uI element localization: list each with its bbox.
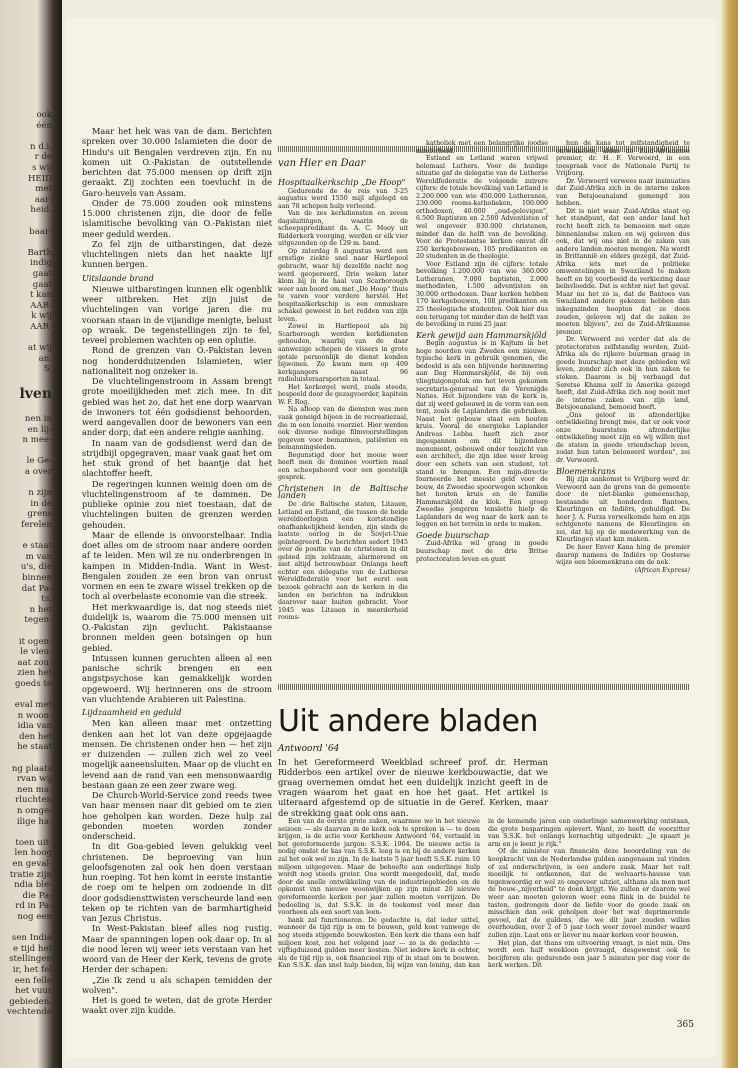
left-fragment: le vleu- (20, 647, 52, 658)
paragraph: Het plan, dat thans om uitvoering vraagt, is niet min. Ons wordt een half weekloon gevraagd, desgewenst ook te becijferen als: gedurende een jaar 5 minuten per dag voor de kerk werken. Dit (488, 939, 690, 970)
left-fragment: it ogen- (18, 636, 52, 647)
left-fragment: gebieden. (9, 996, 52, 1007)
paragraph: Begunstigd door het mooie weer heeft men de dominee voortien maal een scheepsboord voor een geestelijk gesprek. (278, 451, 408, 482)
paragraph: In naam van de godsdienst werd dan de strijdbijl opgegraven, maar vaak gaat het om het stuk grond of het baantje dat het slachtoffer heeft. (82, 437, 272, 479)
paragraph: „Ons geloof in afzonderlijke ontwikkeling brengt mee, dat er ook voor onze buurstaten afzonderlijke ontwikkeling moet zijn en wij willen met de staten in goede vriendschap leven, zodat hun taten beloneerd worden", zei dr. Verwoerd. (556, 411, 690, 464)
paragraph: Dr. Verwoerd verwees naar insinuaties dat Zuid-Afrika zich in de interne zaken van Betsjoeanaland gemengd zou hebben. (556, 177, 690, 208)
paragraph: De vluchtelingenstroom in Assam brengt grote moeilijkheden met zich mee. In dit gebied was het zo, dat het ene dorp waarvan de inwoners tot één godsdienst behoorden, werd aangevallen door de bewoners van een ander dorp, dat een andere religie aanhing. (82, 376, 272, 438)
left-fragment (0, 827, 52, 838)
paragraph: De drie Baltische staten, Litauen, Letland en Estland, die tussen de beide wereldoorlogen een kortstondige onafhankelijkheid kenden, zijn sinds de laatste oorlog in de Sovjet-Unie geïntegreerd. De berichten sedert 1945 over de positie van de christenen in dit gebied zijn zeldzaam, alarmerend en niet altijd betrouwbaar. Onlangs heeft echter een delegatie van de Lutherse Wereldfederatie voor het eerst een bezoek gebracht aan de kerken in die landen en berichten na indrukken daarover naar buiten gebracht. Voor 1945 was Litauen in meerderheid rooms- (278, 500, 408, 622)
left-fragment: gaat (32, 279, 52, 290)
left-fragment (0, 753, 52, 764)
left-fragment: at wij (27, 343, 52, 354)
left-fragment: n d.i. (30, 141, 52, 152)
left-fragment: het vuur (15, 986, 52, 997)
paragraph: Voor Estland zijn de cijfers: totale bevolking 1.200.000 van wie 360.000 Lutheranen, 7.000 baptisten, 2.000 methodisten, 1.500 adventisten en 30.000 orthodoxen. Daar kerken hebben 170 kerkgebouwen, 108 predikanten en 25 theologische studenten. Ook hier dus een terugang tot minder dan de helft van de bevolking in ruim 25 jaar. (416, 260, 548, 329)
left-fragment: met (35, 184, 52, 195)
paragraph: Dit is niet waar. Zuid-Afrika staat op het standpunt, dat een ander land het recht heeft zich te bemoeien met onze binnenlandse zaken en wij geloven dus ook, dat wij ons niet in de zaken van andere landen moeten mengen. Na wordt in Brittannië en elders gezegd, dat Zuid-Afrika iets met de politieke omwentelingen in Swaziland te maken heeft en bij voorbeeld de verkiezing daar beïnvloedde. Dat is echter niet het geval. Maar nu het zo is, dat de Bantoes van Swaziland andere gekozen hebben dan inkegazinden hoopten dat ze doen zouden, geloven wij dat de zaken zo moeten blijven", zei de Zuid-Afrikaanse premier. (556, 207, 690, 336)
left-fragment: lven (19, 386, 52, 403)
left-fragment: en lij- (27, 424, 52, 435)
paragraph: Maar het hek was van de dam. Berichten spreken over 30.000 Islamieten die door de Hindu's uit Bengalen verdreven zijn. En nu komen uit O.-Pakistan de outstellende berichten dat 75.000 mensen op drift zijn geraakt. Zij zochten een toevlucht in de Garo-heuvels van Assam. (82, 126, 272, 198)
left-fragment: ir, het fel (12, 964, 52, 975)
left-fragment: AAR- (30, 321, 52, 332)
left-fragment: idia van (17, 721, 52, 732)
source-credit: (African Express) (634, 566, 690, 574)
left-fragment: he staat (17, 742, 52, 753)
left-fragment (0, 626, 52, 637)
left-fragment: aat zou- (17, 657, 52, 668)
left-fragment: rluchten (15, 795, 52, 806)
left-fragment: ferelen (21, 519, 52, 530)
subheading: Christenen in de Baltische landen (278, 482, 408, 501)
lead-text: In het Gereformeerd Weekblad schreef prof. dr. Herman Ridderbos een artikel over de nieuwe kerkbouwactie, dat we graag overnemen omdat het een duidelijk inzicht geeft in de vragen waarom het gaat en hoe het gaat. Het artikel is uiteraard afgestemd op de situatie in de Geref. Kerken, maar de strekking gaat ook ons aan. (278, 757, 548, 818)
left-fragment: k wij (31, 311, 52, 322)
left-fragment: den het (19, 731, 52, 742)
left-fragment: indig (29, 258, 52, 269)
left-fragment: in de (30, 498, 52, 509)
paragraph: Gedurende de 4e reis van 3-25 augustus werd 1550 mijl afgelegd en aan 78 schepen hulp verleend. (278, 187, 408, 210)
left-fragment: sen India (11, 933, 52, 944)
paragraph: Op zaterdag 8 augustus werd een ernstige ziekte snel naar Hartlepool gebracht, waar hij dezelfde nacht nog werd geopereerd. Drie weken later klom hij in de haal van Scarborough weer aan boord om met „De Hoop" thuis te varen voor verdere herstel. Het hospitaalkerkschip is een onmisbare schakel geweest in het redden van zijn leven. (278, 247, 408, 323)
left-fragment: nen in (24, 414, 52, 425)
subheading: Uitslaande brand (82, 272, 154, 283)
paragraph: Zuid-Afrika wil graag in goede buurschap met de drie Britse protectoraten leven en gunt (416, 540, 548, 563)
left-fragment: u's, die (20, 562, 52, 573)
left-fragment: n zijn (28, 488, 52, 499)
news-column-3 (556, 140, 690, 574)
left-fragment: n het (29, 604, 52, 615)
left-fragment: rvan wij (16, 774, 52, 785)
left-fragment (0, 689, 52, 700)
left-fragment (0, 131, 52, 142)
left-fragment: a over (24, 467, 52, 477)
main-article-column (82, 126, 272, 1016)
paragraph: Na afloop van de diensten was men vaak geneigd bijeen in de recreatiezaal, die in een lonoite voorziet. Hier werden ook diverse nodige filmvoorstellingen gegeven voor bemannen, patiënten en bemanningsleden. (278, 406, 408, 452)
subheading: Lijdzaamheid en geduld (82, 707, 182, 717)
paragraph: katholiek met een belangrijke joodse minderheid. (416, 140, 548, 155)
paragraph: Nieuwe uitbarstingen kunnen elk ogenblik weer uitbreken. Het zijn juist de vluchtelingen van vorige jaren die nu vooraan staan in de vijandige menigte, belust op wraak. De tegenstellingen zijn te fel, teveel problemen wachten op een oplutie. (82, 283, 272, 345)
left-fragment: nog een (17, 911, 52, 922)
paragraph: Zowel in Hartlepool als bij Scarborough werden kerkdiensten gehouden, waarbij van de daar aanwezige schepen de vissers in grote getale persoonlijk de dienst konden bijwonen. Zo kwam men op 409 kerkgangers naast 96 radioluisteraarsporten in totaal. (278, 323, 408, 384)
paragraph: In West-Pakistan bleef alles nog rustig. Maar de spanningen lopen ook daar op. In al die nood leren wij weer iets verstaan van het woord van de Heer der Kerk, tevens de grote Herder der schapen: (82, 923, 272, 975)
article-body-wide (278, 818, 690, 970)
left-fragment: t kan (29, 290, 52, 301)
left-fragment: en geval- (12, 858, 52, 869)
left-fragment: binnen (22, 572, 52, 583)
left-fragment: ook (36, 110, 52, 120)
left-fragment: le Ge- (26, 456, 52, 467)
section-title: Uit andere bladen (278, 704, 538, 739)
left-fragment: ng plaats (11, 763, 52, 774)
paragraph: „Zie Ik zend u als schapen temidden der wolven". (82, 974, 272, 995)
left-fragment: eval met (14, 700, 52, 711)
left-fragment: gaat (32, 268, 52, 279)
left-fragment: dat Pa- (21, 583, 52, 594)
paragraph: Een van de eerste grote zaken, waarmee we in het nieuwe seizoen — als daarvan in de kerk ook te spreken is — te doen krijgen, is de actie voor Kerkhouw Antwoord '64, vertaald in het gereformeerde jargon: S.S.K. 1964. De nieuwe actie is nodig omdat de kas van S.S.K. leeg is en bij de andere kerken zal het ook wel zo zijn. In de laatste 5 jaar heeft S.S.K. ruim 10 miljoen uitgegeven. Maar de behoefte aan onderlinge hulp wordt nog steeds groter. Ons wordt meegedeeld, dat, mede door de snelle ontwikkeling van de industriegebieden en de opkomst van nieuwe woonwijken op zijn minst 20 nieuwe gereformeerde kerken per jaar zullen moeten verrijzen. De bedoeling is, dat S.S.K. in de toekomst veel meer dan voorheen als een soort van leen- (278, 818, 480, 917)
left-fragment: grens (27, 509, 52, 520)
left-fragment: ndia ble- (14, 880, 52, 891)
left-fragment (0, 216, 52, 227)
paragraph: In dit Goa-gebied leven gelukkig veel christenen. De beproeving van hun geloofsgenoten zal ook hen doen verstaan hun roeping. Tot hen komt in eerste instantie de roep om te helpen om zodoende in dit door godsdiensttwisten verscheurde land een teken op te richten van de barmhartigheid van Jezus Christus. (82, 841, 272, 923)
left-fragment: nen ma- (16, 784, 52, 795)
paragraph: Bij zijn aankomst te Vrijburg werd dr. Verwoerd aan de grens van de gemeente door de niet-blanke gemeenschap, bestaande uit honderden Bantoes, Kleurlingen en Indiërs, gehuldigd. De heer J. A. Furza verwelkomde hem en zijn echtgenote namens de Kleurlingen en zei, dat hij op de medewerking van de Kleurlingen staat kan maken. (556, 476, 690, 544)
page-number: 365 (676, 1020, 694, 1030)
paragraph: Estland en Letland waren vrijwel helemaal Luthers. Voor de huidige situatie gaf de delegatie van de Lutherse Wereldfederatie de volgende zuivere cijfers: de totale bevolking van Letland is 2.200.000 van wie 450.000 Lutheranen, 230.000 rooms-katholieken, 100.000 orthodoxen, 40.000 „oud-gelovigen", 6.500 Baptisten en 2.500 Adventisten of wel ongeveer 830.000 christenen, minder dan de helft van de bevolking. Voor de Protestantse kerken omvat dit 250 kerkgebouwen, 105 predikanten en 20 studenten in de theologie. (416, 155, 548, 261)
left-fragment (0, 531, 52, 542)
paragraph: Het merkwaardige is, dat nog steeds niet duidelijk is, waarom die 75.000 mensen uit O.-Pakistan zijn gevlucht. Pakistaanse bronnen melden geen botsingen op hun gebied. (82, 601, 272, 653)
left-fragment (0, 403, 52, 414)
left-fragment (0, 478, 52, 489)
left-fragment: m van (25, 551, 52, 562)
left-fragment: baar- (29, 226, 52, 237)
left-fragment: n mee- (22, 435, 52, 446)
left-fragment: e staat (22, 541, 52, 552)
left-fragment: e tijd het (13, 943, 52, 954)
left-fragment: n omge- (16, 806, 52, 816)
left-fragment: s wij (32, 162, 52, 173)
paragraph: Zo fel zijn de uitbarstingen, dat deze vluchtelingen niets dan het naakte lijf kunnen bergen. (82, 238, 272, 270)
section-subtitle: Antwoord '64 (278, 744, 340, 754)
left-fragment: toen uit- (15, 837, 52, 848)
left-fragment: ts. (41, 594, 52, 605)
subheading: Hospitaalkerkschip „De Hoop" (278, 177, 406, 187)
left-fragment: Barth (27, 247, 52, 258)
magazine-page (66, 18, 716, 1058)
left-fragment: S. (43, 364, 52, 375)
left-fragment: vechtende (7, 1007, 52, 1018)
left-fragment: HEID (27, 173, 52, 184)
left-fragment: die Pa- (22, 890, 52, 901)
news-column-2 (416, 140, 548, 563)
paragraph: Intussen kunnen geruchten alleen al een panische schrik brengen en een angstpsychose kan gemakkelijk worden opgewoerd. Wij herinneren ons de stroom van vluchtende Arabieren uit Palestina. (82, 652, 272, 704)
page-edge (720, 0, 738, 1068)
left-fragment: an. (38, 353, 52, 364)
left-fragment: rd in Pa- (15, 901, 52, 912)
paragraph: hun de kans tot zelfstandigheid te ontwikkelen, aldus de Zuid-Afrikaanse premier, dr. H. F. Verwoerd, in een toespraak voor de Nationale Partij te Vrijburg. (556, 140, 690, 178)
lead-paragraph (278, 744, 548, 818)
left-fragment: AAR- (30, 300, 52, 311)
paragraph: Begin augustus is in Kajtum in het hoge noorden van Zweden een nieuwe, typische kerk in gebruik genomen, die bedoeld is als een blijvende herinnering aan Dag Hammarskjöld, de bij een vliegtuigongeluk om het leven gekomen secretaris-generaal van de Verenigde Naties. Het bijzondere van de kerk is, dat zij werd gebouwd in de vorm van een tent, zoals de Laplanders die gebruiken. Naast het gebouw staat een houten kruis. Vooral de energieke Laplander Andreas Lebba heeft zich zeer ingespannen om dit bijzondere monument, gebouwd onder toezicht van een architect, die zijn idee weer kreeg door een schets van een student, tot stand te brengen. Een mijn-directie fourneerde het meeste geld voor de bouw, de Zweedse spoorwegen schonken het houten kruis en de familie Hammarskjöld de klok. Een groep Zweedse jongeren tenslotte hielp de Laplanders de weg naar de kerk aan te leggen en het terrein in orde te maken. (416, 340, 548, 529)
left-fragment: tegen- (24, 615, 52, 626)
left-fragment: één (36, 120, 52, 131)
paragraph: Men kan alleen maar met ontzetting denken aan het lot van deze opgejaagde mensen. De christenen onder hen — het zijn er duizenden — zullen zich wel zo veel mogelijk aaneensluiten. Maar op de vlucht en levend aan de rand van een mensonwaardig bestaan gaan ze een zeer zware weg. (82, 718, 272, 790)
left-fragment: aar- (34, 194, 52, 205)
subheading: Kerk gewijd aan Hammarskjöld (416, 329, 547, 340)
left-fragment: tratie zijn (9, 869, 52, 880)
left-fragment: heid. (30, 205, 52, 216)
paragraph: Of de minister van financiën deze beoordeling van de koopkracht van de Nederlandse gulden aangenaam zal vinden of zal onderschrijven, is een andere zaak. Maar het valt moeilijk te ontkennen, dat de welvaarts-hausse van tegenwoordig er wel zo ongeveer uitziet, althans als men met de bouw-„nijverheid" te doen krijgt. We zullen er daarom wel weer aan moeten geloven weer eens flink in de buidel te tasten, gedrongen door de liefde voor de goede zaak en misschien dan ook geholpen door het wat deprimerende gevoel, dat de guldens, die we dit jaar zouden willen overhouden, over 2 of 5 jaar toch weer zoveel minder waard zullen zijn. Laat ons er liever nu maar kerken voor bouwen. (488, 848, 690, 939)
left-fragment: een felle (14, 975, 52, 986)
section-rule (278, 684, 690, 690)
left-fragment: ilige ha- (16, 816, 52, 827)
left-fragment (0, 446, 52, 457)
left-fragment: zien het (17, 668, 52, 679)
left-fragment: stellingen (9, 954, 52, 965)
left-fragment: len hoog (14, 848, 52, 859)
news-column-1 (278, 176, 408, 622)
paragraph: Dr. Verwoerd zei verder dat als de protectoraten zelfstandig worden, Zuid-Afrika als de rijkere buurman graag in goede buurschap met deze gebieden wil leven, zonder zich ook in hun zaken te steken. Daarom is bij verbaugd dat Seretse Khama zelf in Amerika gezegd heeft, dat Zuid-Afrika zich nog nooit met de interne zaken van zijn land, Betsjoeanaland, bemoeid heeft. (556, 336, 690, 412)
left-page-fragments (0, 110, 52, 1018)
subheading: Goede buurschap (416, 529, 489, 540)
left-fragment: n woon- (17, 710, 52, 721)
left-fragment (0, 923, 52, 934)
paragraph: Het kerkorgel werd, zoals steeds, bespeeld door de gezagvoerder, kapitein W. F. Rog. (278, 383, 408, 406)
paragraph: De Church-World-Service zond reeds twee van haar mensen naar dit gebied om te zien hoe geholpen kan worden. Deze hulp zal gebonden moeten worden zonder onderscheid. (82, 790, 272, 841)
left-fragment (0, 237, 52, 248)
subheading: Bloemenkrans (556, 465, 616, 476)
paragraph: Maar de ellende is onvoorstelbaar. India doet alles om de stroom naar andere oorden af te leiden. Men wil ze nu onderbrengen in kampen in Midden-India. Want in West-Bengalen zouden ze een bron van onrust vormen en een te zware wissel trekken op de toch al overbelaste economie van die streek. (82, 529, 272, 602)
left-fragment (0, 375, 52, 386)
paragraph: Van de zes kerkdiensten en zeven dagsluitingen, waarin de scheepspredikant ds. A. C. Mooy uit Ridderkerk voorging, werden er elk vier uitgezonden op de 129 m. band. (278, 210, 408, 248)
paragraph: Het is goed te weten, dat de grote Herder waakt over zijn kudde. (82, 995, 272, 1016)
paragraph: Onder de 75.000 zouden ook minstens 15.000 christenen zijn, die door de felle islamitische bevolking van O.-Pakistan niet meer geduld werden. (82, 197, 272, 239)
paragraph: Rond de grenzen van O.-Pakistan leven nog honderdduizenden Islamieten, wier nationaliteit nog onzeker is. (82, 345, 272, 376)
paragraph: De heer Enver Kana hing de premier daarop namens de Indiërs op Oosterse wijze een bloemenkrans om de nek. (556, 543, 690, 567)
left-fragment (0, 332, 52, 343)
left-fragment: r de (34, 152, 52, 163)
column-header: van Hier en Daar (278, 158, 366, 169)
left-fragment: goeds te (15, 678, 52, 689)
paragraph: bank zal functioneren. De gedachte is, dat ieder uittel, wanneer de tijd rijp is om te bouwen, geld kost vanwege de nog steeds stijgende bouwkosten. Een kerk die thans een half miljoen kost, zou het volgend jaar — zo is de gedachte — vijftigduizend gulden meer kosten. Niet iedere kerk is echter, als de tijd rijp is, ook financieel rijp of in staat om te bouwen. Kan S.S.K. dan snel hulp bieden, bij wijze van lening, dan kan in de komende jaren een onderlinge samenwerking ontstaan, die grote besparingen oplevert. Want, zo heeft de voorzitter van S.S.K. het onlangs kernachtig uitgedrukt: „Je spaart je arm en je leent je rijk." (278, 818, 690, 970)
paragraph: De regeringen kunnen weinig doen om de vluchtelingenstroom af te dammen. De publieke opinie zou niet toestaan, dat de vluchtelingen buiten de grenzen werden gehouden. (82, 478, 272, 530)
